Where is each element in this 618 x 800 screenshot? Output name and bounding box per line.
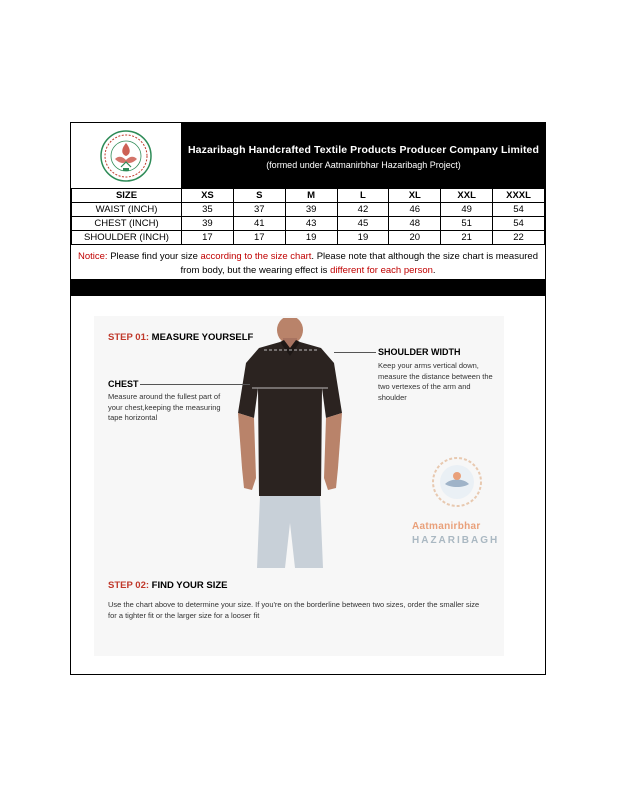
table-cell: 39: [285, 203, 337, 217]
table-cell: 17: [182, 231, 234, 245]
step-two-number: STEP 02:: [108, 580, 150, 591]
notice-highlight: different for each person: [330, 264, 433, 276]
table-cell: 45: [337, 217, 389, 231]
step-two-description: Use the chart above to determine your size. If you're on the borderline between two sizes, order the smaller size for a tighter fit or the larger size for a looser fit: [108, 600, 480, 620]
brand-watermark-icon: [431, 456, 483, 508]
brand-name-line1: Aatmanirbhar: [412, 521, 481, 532]
table-cell: 51: [441, 217, 493, 231]
size-column-header: SIZE: [72, 189, 182, 203]
circular-emblem-icon: [99, 129, 153, 183]
company-logo: [71, 123, 182, 188]
table-cell: 21: [441, 231, 493, 245]
table-cell: 20: [389, 231, 441, 245]
table-row: [72, 203, 545, 217]
shoulder-width-description: Keep your arms vertical down, measure the distance between the two vertexes of the arm and shoulder: [378, 361, 493, 402]
table-cell: 48: [389, 217, 441, 231]
size-column-header: S: [233, 189, 285, 203]
size-column-header: XXXL: [493, 189, 545, 203]
table-cell: 37: [233, 203, 285, 217]
row-label: CHEST (INCH): [72, 217, 182, 231]
notice-text: [71, 250, 545, 277]
chest-label: CHEST: [108, 379, 139, 389]
table-cell: 39: [182, 217, 234, 231]
size-column-header: XL: [389, 189, 441, 203]
table-cell: 19: [285, 231, 337, 245]
size-chart-sheet: [70, 122, 546, 675]
header-title-block: [182, 123, 545, 188]
step-one-heading: [108, 332, 253, 343]
table-cell: 49: [441, 203, 493, 217]
shoulder-pointer-line: [334, 352, 376, 353]
table-cell: 54: [493, 217, 545, 231]
table-row: [72, 231, 545, 245]
step-one-number: STEP 01:: [108, 332, 150, 343]
size-table-header-row: [72, 189, 545, 203]
step-two-heading: [108, 580, 228, 591]
divider-bar: [71, 279, 545, 296]
company-name: Hazaribagh Handcrafted Textile Products Producer Company Limited: [187, 143, 540, 156]
step-two-title: FIND YOUR SIZE: [149, 580, 228, 591]
notice-part: .: [432, 264, 436, 276]
table-cell: 17: [233, 231, 285, 245]
header: [71, 123, 545, 188]
size-column-header: XS: [182, 189, 234, 203]
table-cell: 54: [493, 203, 545, 217]
table-cell: 35: [182, 203, 234, 217]
notice-highlight: according to the size chart: [200, 251, 312, 262]
notice-prefix: Notice:: [78, 251, 108, 262]
brand-name-line2: HAZARIBAGH: [412, 535, 500, 546]
row-label: SHOULDER (INCH): [72, 231, 182, 245]
table-cell: 43: [285, 217, 337, 231]
company-subtitle: (formed under Aatmanirbhar Hazaribagh Project): [266, 159, 461, 170]
notice-part: Please find your size: [107, 251, 201, 262]
size-column-header: XXL: [441, 189, 493, 203]
table-cell: 41: [233, 217, 285, 231]
size-column-header: L: [337, 189, 389, 203]
step-one-title: MEASURE YOURSELF: [149, 332, 254, 343]
size-table: [71, 188, 545, 245]
measurement-infographic: [94, 316, 504, 656]
table-cell: 42: [337, 203, 389, 217]
table-cell: 46: [389, 203, 441, 217]
model-shirt-illustration: [224, 318, 354, 568]
shoulder-width-label: SHOULDER WIDTH: [378, 347, 461, 357]
chest-pointer-line: [140, 384, 250, 385]
size-column-header: M: [285, 189, 337, 203]
row-label: WAIST (INCH): [72, 203, 182, 217]
table-cell: 22: [493, 231, 545, 245]
table-row: [72, 217, 545, 231]
chest-description: Measure around the fullest part of your chest,keeping the measuring tape horizontal: [108, 392, 221, 422]
notice-part: . Please note that although the size chart is measured from body, but the wearing effect is: [180, 251, 538, 276]
table-cell: 19: [337, 231, 389, 245]
